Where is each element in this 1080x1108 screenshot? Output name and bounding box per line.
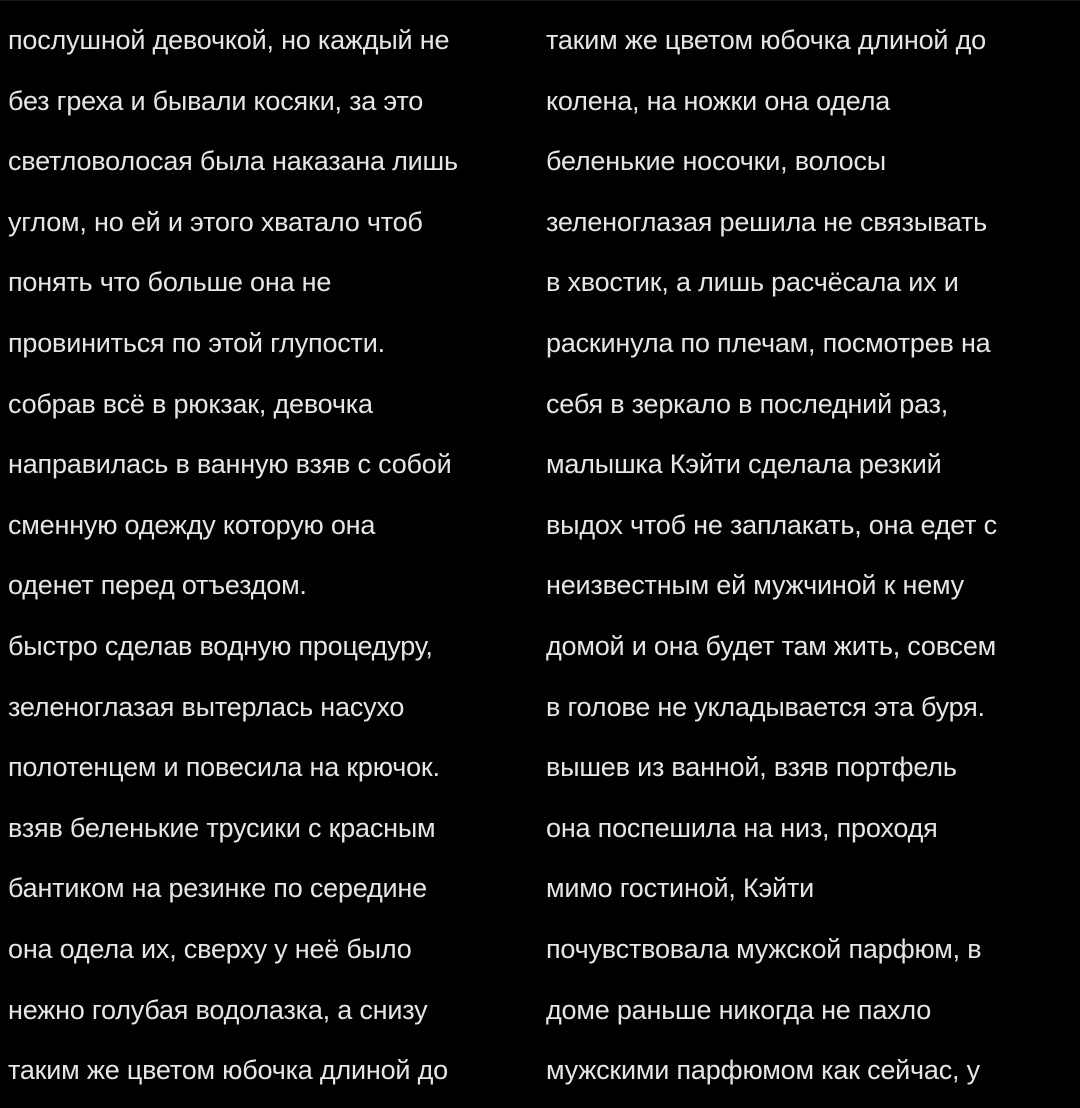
text-line: таким же цветом юбочка длиной до (8, 1055, 448, 1086)
text-line: собрав всё в рюкзак, девочка (8, 388, 373, 419)
text-line: зеленоглазая вытерлась насухо (8, 691, 405, 722)
text-line: она поспешила на низ, проходя (546, 812, 938, 843)
text-line: колена, на ножки она одела (546, 85, 891, 116)
text-line: полотенцем и повесила на крючок. (8, 752, 440, 783)
text-line: она одела их, сверху у неё было (8, 933, 412, 964)
text-line: неизвестным ей мужчиной к нему (546, 570, 964, 601)
text-line: в хвостик, а лишь расчёсала их и (546, 267, 959, 298)
text-line: зеленоглазая решила не связывать (546, 206, 988, 237)
text-line: таким же цветом юбочка длиной до (546, 25, 986, 55)
text-line: сменную одежду которую она (8, 509, 376, 540)
text-line: выдох чтоб не заплакать, она едет с (546, 509, 997, 540)
top-divider (0, 0, 1080, 1)
text-line: быстро сделав водную процедуру, (8, 630, 433, 661)
text-line: взяв беленькие трусики с красным (8, 812, 436, 843)
text-line: послушной девочкой, но каждый не (8, 25, 450, 55)
text-line: без греха и бывали косяки, за это (8, 85, 424, 116)
text-line: раскинула по плечам, посмотрев на (546, 327, 991, 358)
text-line: углом, но ей и этого хватало чтоб (8, 206, 423, 237)
text-line: направилась в ванную взяв с собой (8, 449, 452, 480)
text-line: беленькие носочки, волосы (546, 146, 887, 177)
text-line: светловолосая была наказана лишь (8, 146, 458, 177)
text-line: доме раньше никогда не пахло (546, 994, 932, 1025)
text-line: понять что больше она не (8, 267, 332, 298)
text-line: нежно голубая водолазка, а снизу (8, 994, 428, 1025)
text-line: себя в зеркало в последний раз, (546, 388, 949, 419)
text-line: домой и она будет там жить, совсем (546, 630, 997, 661)
left-text-column (8, 14, 533, 1105)
text-line: мужскими парфюмом как сейчас, у (546, 1055, 980, 1086)
text-line: бантиком на резинке по середине (8, 873, 427, 904)
right-text-column (546, 14, 1076, 1105)
text-line: почувствовала мужской парфюм, в (546, 933, 982, 964)
text-line: вышев из ванной, взяв портфель (546, 752, 957, 783)
text-line: малышка Кэйти сделала резкий (546, 449, 942, 480)
text-line: в голове не укладывается эта буря. (546, 691, 985, 722)
text-line: оденет перед отъездом. (8, 570, 307, 601)
text-line: мимо гостиной, Кэйти (546, 873, 814, 904)
text-line: провиниться по этой глупости. (8, 327, 385, 358)
